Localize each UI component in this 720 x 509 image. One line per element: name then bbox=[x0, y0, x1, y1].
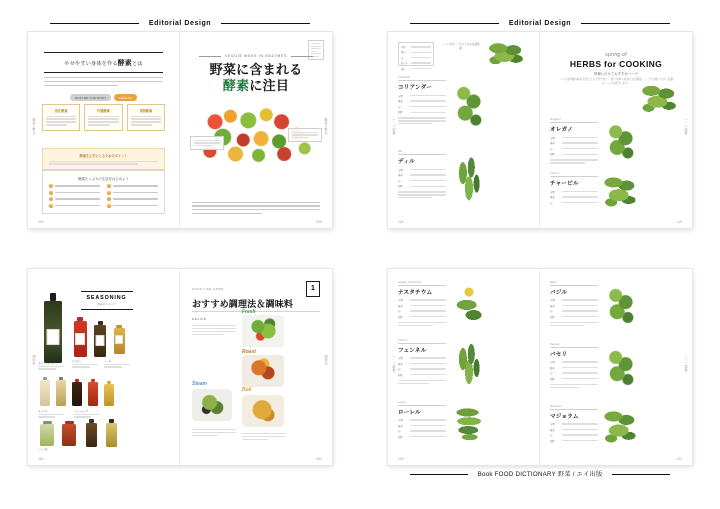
spec-row bbox=[398, 418, 446, 422]
spec-row bbox=[398, 356, 446, 360]
side-tab: 調理法 bbox=[324, 354, 328, 365]
spec-key: 相性 bbox=[398, 185, 403, 189]
enzyme-card-title: 消化酵素 bbox=[54, 109, 68, 113]
checklist-column-left bbox=[49, 184, 100, 208]
bottle-spice bbox=[112, 325, 126, 354]
spec-row bbox=[550, 366, 598, 370]
herb-note bbox=[398, 191, 446, 198]
spec-key: 分類 bbox=[550, 136, 555, 140]
herb-name: コリアンダー bbox=[398, 85, 433, 91]
bottle-caption bbox=[72, 359, 98, 368]
spec-row bbox=[398, 309, 446, 313]
dish-photo-roast bbox=[242, 355, 284, 387]
herb-name: チャービル bbox=[550, 181, 579, 187]
headline-accent: 酵素 bbox=[222, 78, 250, 94]
spread-2 bbox=[360, 0, 720, 255]
spread-2-left-page bbox=[388, 32, 540, 228]
spec-key: 相性 bbox=[550, 153, 555, 157]
dish-photo-fresh bbox=[242, 315, 284, 347]
spec-row bbox=[398, 304, 446, 308]
herb-latin-name: Parsley bbox=[550, 343, 598, 348]
spread-1-sheet bbox=[28, 32, 332, 228]
spec-row bbox=[398, 315, 446, 319]
page-title bbox=[42, 58, 165, 68]
headline bbox=[180, 62, 332, 95]
top-note: ハーブを使いこなすための基礎知識 bbox=[441, 43, 480, 50]
bottle-dressing bbox=[40, 377, 50, 406]
side-tab: ハーブ図鑑 bbox=[684, 354, 688, 372]
jar-paste bbox=[62, 421, 76, 446]
herb-name: マジョラム bbox=[550, 413, 579, 420]
spec-key: 相性 bbox=[398, 435, 403, 439]
herb-latin-name: Chervil bbox=[550, 172, 598, 177]
spec-row bbox=[550, 433, 598, 437]
caption-top-left bbox=[28, 14, 332, 32]
field-label: 旬 bbox=[401, 57, 404, 60]
field-label: 分類 bbox=[401, 47, 406, 49]
photo-callout-right bbox=[288, 128, 322, 142]
bottle-oil-small bbox=[106, 419, 117, 447]
spec-key: 原産 bbox=[398, 174, 403, 178]
spec-key: 原産 bbox=[550, 196, 555, 200]
herb-spec-rows bbox=[398, 298, 446, 319]
section-title-main: HERBS for COOKING bbox=[569, 59, 663, 69]
spec-row bbox=[398, 99, 446, 103]
spread-3-right-page bbox=[180, 269, 332, 465]
spec-key: 原産 bbox=[398, 304, 403, 308]
herb-info bbox=[550, 343, 598, 391]
herb-spec-rows bbox=[550, 298, 598, 319]
folio: 120 bbox=[398, 456, 404, 461]
caption-text: Book FOOD DICTIONARY 野菜 / エイ出版 bbox=[468, 469, 613, 478]
list-number: 2 bbox=[50, 190, 52, 194]
bottle-vinegar bbox=[56, 377, 66, 406]
body-text bbox=[192, 202, 320, 214]
herb-name: ローレル bbox=[398, 409, 421, 416]
checklist-column-right bbox=[107, 184, 158, 208]
spec-key: 旬 bbox=[398, 368, 401, 372]
badge-fresh: Fresh bbox=[242, 308, 256, 315]
list-item bbox=[107, 191, 158, 195]
bottle-soy-sauce bbox=[72, 379, 82, 406]
dish-photo-boil bbox=[242, 395, 284, 427]
bottle-caption bbox=[38, 361, 64, 370]
list-number: 1 bbox=[50, 184, 52, 187]
spread-3 bbox=[0, 255, 360, 509]
enzyme-card bbox=[84, 104, 122, 131]
spec-key: 旬 bbox=[550, 201, 553, 205]
spec-key: 旬 bbox=[398, 179, 401, 183]
spec-key: 分類 bbox=[550, 423, 555, 426]
herb-info bbox=[550, 172, 598, 212]
list-number: 5 bbox=[108, 184, 110, 187]
enzyme-card-row bbox=[42, 104, 165, 131]
list-item bbox=[107, 197, 158, 201]
herb-spec-rows bbox=[398, 356, 446, 377]
spec-key: 分類 bbox=[398, 168, 403, 172]
spread-4-left-page bbox=[388, 269, 540, 465]
spec-row bbox=[398, 373, 446, 377]
spec-row bbox=[550, 190, 598, 194]
spec-row bbox=[398, 362, 446, 366]
herb-name: フェンネル bbox=[398, 347, 427, 354]
spec-key: 原産 bbox=[550, 366, 555, 370]
tips-box bbox=[42, 148, 165, 170]
herb-photo bbox=[450, 76, 488, 134]
spec-key: 相性 bbox=[398, 373, 403, 377]
title-rule-bottom bbox=[44, 72, 163, 73]
list-number: 3 bbox=[50, 197, 52, 201]
spec-row bbox=[550, 147, 598, 151]
spec-key: 旬 bbox=[398, 310, 401, 314]
herb-latin-name: Marjoram bbox=[550, 405, 598, 410]
spec-row bbox=[550, 439, 598, 443]
herb-info bbox=[550, 281, 598, 329]
spec-key: 相性 bbox=[550, 377, 555, 381]
spread-4 bbox=[360, 255, 720, 509]
spec-key: 分類 bbox=[550, 299, 555, 302]
spread-2-right-page bbox=[540, 32, 692, 228]
herb-name: ナスタチウム bbox=[398, 289, 433, 296]
spec-row bbox=[398, 110, 446, 114]
herb-info bbox=[550, 118, 598, 164]
jar-pickles bbox=[40, 421, 54, 446]
spec-key: 分類 bbox=[398, 94, 403, 98]
herb-info bbox=[398, 150, 446, 208]
photo-callout-left bbox=[190, 136, 224, 150]
side-tab: 酵素と野菜 bbox=[324, 118, 328, 136]
herb-info bbox=[550, 405, 598, 449]
herb-latin-name: Garden Nasturtium bbox=[398, 281, 446, 286]
caption-bottom-left bbox=[28, 465, 332, 483]
herb-entry bbox=[550, 118, 640, 164]
spec-row bbox=[550, 315, 598, 319]
herb-photo bbox=[602, 172, 640, 212]
folio: 118 bbox=[398, 220, 404, 224]
herb-entry bbox=[398, 76, 488, 134]
seasoning-title: SEASONING bbox=[86, 294, 127, 301]
herb-photo bbox=[602, 405, 640, 449]
recipe-text-block bbox=[192, 325, 236, 336]
spec-key: 原産 bbox=[398, 424, 403, 428]
herb-latin-name: Dill bbox=[398, 150, 446, 155]
spec-key: 原産 bbox=[550, 428, 555, 432]
spread-4-right-page bbox=[540, 269, 692, 465]
section-label: ENZYME THE BODY bbox=[70, 94, 111, 101]
spec-key: 原産 bbox=[398, 362, 403, 366]
herb-latin-name: Laurel bbox=[398, 401, 446, 406]
spec-key: 旬 bbox=[550, 147, 553, 151]
recipe-label: RECIPE bbox=[192, 316, 207, 321]
headline-line-1: 野菜に含まれる bbox=[209, 62, 303, 77]
herb-photo bbox=[602, 343, 640, 391]
herb-entry bbox=[550, 343, 640, 391]
herb-info bbox=[398, 401, 446, 445]
list-item bbox=[49, 204, 100, 208]
spec-row bbox=[398, 435, 446, 439]
headline-line-2 bbox=[180, 78, 332, 94]
bottle-caption-label: ソース bbox=[104, 359, 112, 363]
list-item bbox=[49, 184, 100, 188]
herb-note bbox=[398, 117, 446, 124]
spec-row bbox=[550, 298, 598, 302]
section-subtitle: 料理にのせておすすめハーブ bbox=[594, 72, 638, 76]
spec-key: 旬 bbox=[550, 310, 553, 314]
bottle-caption-label: スパイス bbox=[38, 409, 48, 413]
herb-name: ディル bbox=[398, 159, 415, 165]
list-number: 7 bbox=[108, 197, 110, 201]
spec-key: 分類 bbox=[398, 357, 403, 360]
enzyme-card bbox=[42, 104, 80, 131]
section-description: ハーブは料理の味を引き立てるだけでなく、香りや彩りを添える名脇役。ここでは使いやすい定番のハーブを紹介します。 bbox=[559, 78, 673, 85]
spec-row bbox=[550, 360, 598, 364]
herb-photo bbox=[450, 281, 488, 327]
spec-key: 旬 bbox=[398, 105, 401, 109]
bottle-caption-label: ビネガー bbox=[72, 359, 82, 363]
bottle-caption-label: オリーブオイル bbox=[38, 361, 55, 365]
badge-steam: Steam bbox=[192, 380, 208, 387]
herb-name: バジル bbox=[550, 289, 568, 296]
bottle-caption bbox=[38, 409, 64, 418]
bottle-ketchup bbox=[72, 317, 88, 357]
badge-roast: Roast bbox=[242, 348, 256, 355]
folio: 004 bbox=[38, 220, 44, 224]
herb-photo bbox=[602, 281, 640, 329]
herb-latin-name: Basil bbox=[550, 281, 598, 286]
checklist-title: 酵素たっぷりの生活をはじめよう bbox=[78, 177, 129, 181]
seasoning-heading bbox=[81, 291, 133, 311]
spread-3-left-page bbox=[28, 269, 180, 465]
side-tab: ハーブ図鑑 bbox=[684, 118, 688, 136]
list-item bbox=[107, 204, 158, 208]
spec-key: 原産 bbox=[550, 142, 555, 146]
spec-row bbox=[550, 422, 598, 426]
spec-row bbox=[398, 367, 446, 371]
dish-photo-steam bbox=[192, 389, 232, 421]
spec-key: 相性 bbox=[550, 439, 555, 443]
spread-1-left-page bbox=[28, 32, 180, 228]
bottle-olive-oil bbox=[42, 293, 64, 363]
herb-photo bbox=[602, 118, 640, 164]
folio: 121 bbox=[676, 456, 682, 461]
spec-key: 旬 bbox=[550, 434, 553, 438]
field-label: 保存 bbox=[401, 68, 406, 71]
spec-row bbox=[398, 173, 446, 177]
spread-1 bbox=[0, 0, 360, 255]
section-title-script: spring of bbox=[605, 52, 627, 58]
spec-row bbox=[550, 428, 598, 432]
list-item bbox=[49, 197, 100, 201]
spec-key: 原産 bbox=[398, 100, 403, 104]
herb-note bbox=[398, 380, 446, 384]
herb-spec-rows bbox=[550, 422, 598, 443]
herb-photo bbox=[450, 150, 488, 208]
recipe-text-block bbox=[242, 433, 286, 441]
herb-photo bbox=[485, 42, 529, 66]
herb-latin-name: Oregano bbox=[550, 118, 598, 123]
spec-row bbox=[398, 424, 446, 428]
spec-row bbox=[398, 184, 446, 188]
tips-box-title: 酵素を上手にとるためのポイント bbox=[79, 154, 128, 158]
bottle-caption bbox=[38, 447, 64, 451]
spec-key: 分類 bbox=[398, 299, 403, 302]
kicker: COOK LIKE A PRO bbox=[192, 286, 224, 291]
spec-key: 相性 bbox=[398, 111, 403, 115]
folio: 063 bbox=[316, 456, 322, 461]
side-tab: ハーブ図鑑 bbox=[392, 118, 396, 136]
folio: 005 bbox=[316, 220, 322, 224]
bottle-sauce bbox=[92, 321, 108, 357]
bottle-caption-label: ドレッシング bbox=[74, 409, 89, 413]
field-label: 原産 bbox=[401, 52, 406, 55]
herb-latin-name: Fennel bbox=[398, 339, 446, 344]
bottle-tall-sauce bbox=[86, 419, 97, 447]
list-item bbox=[49, 191, 100, 195]
herb-note bbox=[550, 159, 598, 163]
bottle-caption-label: しょうゆ bbox=[38, 447, 48, 451]
herb-name: オレガノ bbox=[550, 127, 574, 133]
spec-key: 相性 bbox=[550, 315, 555, 319]
spec-row bbox=[398, 105, 446, 109]
list-number: 8 bbox=[108, 203, 110, 207]
caption-bottom-right bbox=[388, 465, 692, 483]
spread-1-right-page bbox=[180, 32, 332, 228]
herb-latin-name: Coriander bbox=[398, 76, 446, 81]
field-legend-box bbox=[398, 42, 434, 71]
spread-2-sheet bbox=[388, 32, 692, 228]
seasoning-subtitle: 調味料カタログ bbox=[97, 303, 116, 306]
herb-entry bbox=[398, 401, 488, 445]
list-number: 4 bbox=[50, 203, 52, 207]
spec-key: 相性 bbox=[398, 315, 403, 319]
spread-3-sheet bbox=[28, 269, 332, 465]
herb-entry bbox=[398, 281, 488, 327]
caption-top-right bbox=[388, 14, 692, 32]
spec-row bbox=[550, 141, 598, 145]
herb-info bbox=[398, 339, 446, 389]
spec-key: 原産 bbox=[550, 304, 555, 308]
page-title-prefix: やせやすい身体を作る bbox=[64, 61, 118, 67]
kicker: VEGGIE WEEK IN ENZYMES bbox=[180, 54, 332, 58]
spec-key: 旬 bbox=[398, 430, 401, 434]
herb-spec-rows bbox=[550, 190, 598, 205]
bottle-caption bbox=[74, 409, 100, 418]
chapter-number: 1 bbox=[306, 281, 320, 297]
section-title bbox=[540, 52, 692, 86]
enzyme-card-title: 食物酵素 bbox=[139, 109, 153, 113]
caption-text: Editorial Design bbox=[499, 20, 581, 27]
section-badge: HEALTH bbox=[114, 94, 137, 101]
list-item bbox=[107, 184, 158, 188]
herb-note bbox=[398, 322, 446, 326]
field-label: 使い方 bbox=[401, 63, 408, 66]
spec-row bbox=[550, 309, 598, 313]
spec-row bbox=[398, 179, 446, 183]
bottle-caption bbox=[104, 359, 130, 368]
herb-spec-rows bbox=[550, 136, 598, 157]
bottle-chili bbox=[88, 379, 98, 406]
spec-row bbox=[550, 152, 598, 156]
herb-note bbox=[550, 384, 598, 388]
spec-row bbox=[550, 371, 598, 375]
herb-info bbox=[398, 76, 446, 134]
badge-boil: Boil bbox=[242, 386, 252, 393]
recipe-text-block bbox=[192, 429, 236, 437]
section-label-row bbox=[42, 94, 165, 101]
side-tab: ハーブ図鑑 bbox=[392, 354, 396, 372]
side-tab: 調味料 bbox=[32, 354, 36, 365]
herb-entry bbox=[550, 281, 640, 329]
spec-row bbox=[398, 168, 446, 172]
page-title: おすすめ調理法＆調味料 bbox=[192, 298, 294, 309]
spec-row bbox=[398, 298, 446, 302]
list-number: 6 bbox=[108, 190, 110, 194]
spread-4-sheet bbox=[388, 269, 692, 465]
headline-tail: に注目 bbox=[249, 78, 290, 94]
herb-photo bbox=[450, 339, 488, 389]
herb-spec-rows bbox=[550, 360, 598, 381]
herb-entry bbox=[398, 339, 488, 389]
bottle-mustard bbox=[104, 381, 114, 406]
spec-row bbox=[550, 136, 598, 140]
side-tab: 酵素と野菜 bbox=[32, 118, 36, 136]
herb-info bbox=[398, 281, 446, 327]
spec-row bbox=[550, 201, 598, 205]
page-title-suffix: とは bbox=[131, 61, 143, 67]
enzyme-card bbox=[127, 104, 165, 131]
spec-key: 分類 bbox=[550, 190, 555, 194]
herb-entry bbox=[550, 172, 640, 212]
herb-entry bbox=[550, 405, 640, 449]
herb-photo bbox=[638, 82, 682, 116]
herb-spec-rows bbox=[398, 94, 446, 115]
spec-row bbox=[550, 195, 598, 199]
herb-note bbox=[550, 322, 598, 326]
checklist-box bbox=[42, 170, 165, 214]
spec-row bbox=[398, 429, 446, 433]
spec-key: 旬 bbox=[550, 372, 553, 376]
spec-key: 分類 bbox=[550, 361, 555, 364]
page-title-keyword: 酵素 bbox=[117, 60, 132, 67]
herb-photo bbox=[450, 401, 488, 445]
folio: 062 bbox=[38, 456, 44, 461]
spec-key: 分類 bbox=[398, 419, 403, 422]
herb-spec-rows bbox=[398, 168, 446, 189]
caption-text: Editorial Design bbox=[139, 20, 221, 27]
folio: 119 bbox=[676, 220, 682, 224]
spec-row bbox=[550, 304, 598, 308]
lead-paragraph bbox=[44, 77, 163, 86]
herb-entry bbox=[398, 150, 488, 208]
spec-row bbox=[398, 94, 446, 98]
herb-name: パセリ bbox=[550, 351, 568, 358]
spec-row bbox=[550, 377, 598, 381]
herb-spec-rows bbox=[398, 418, 446, 439]
title-rule-top bbox=[44, 52, 163, 53]
enzyme-card-title: 代謝酵素 bbox=[97, 109, 110, 113]
